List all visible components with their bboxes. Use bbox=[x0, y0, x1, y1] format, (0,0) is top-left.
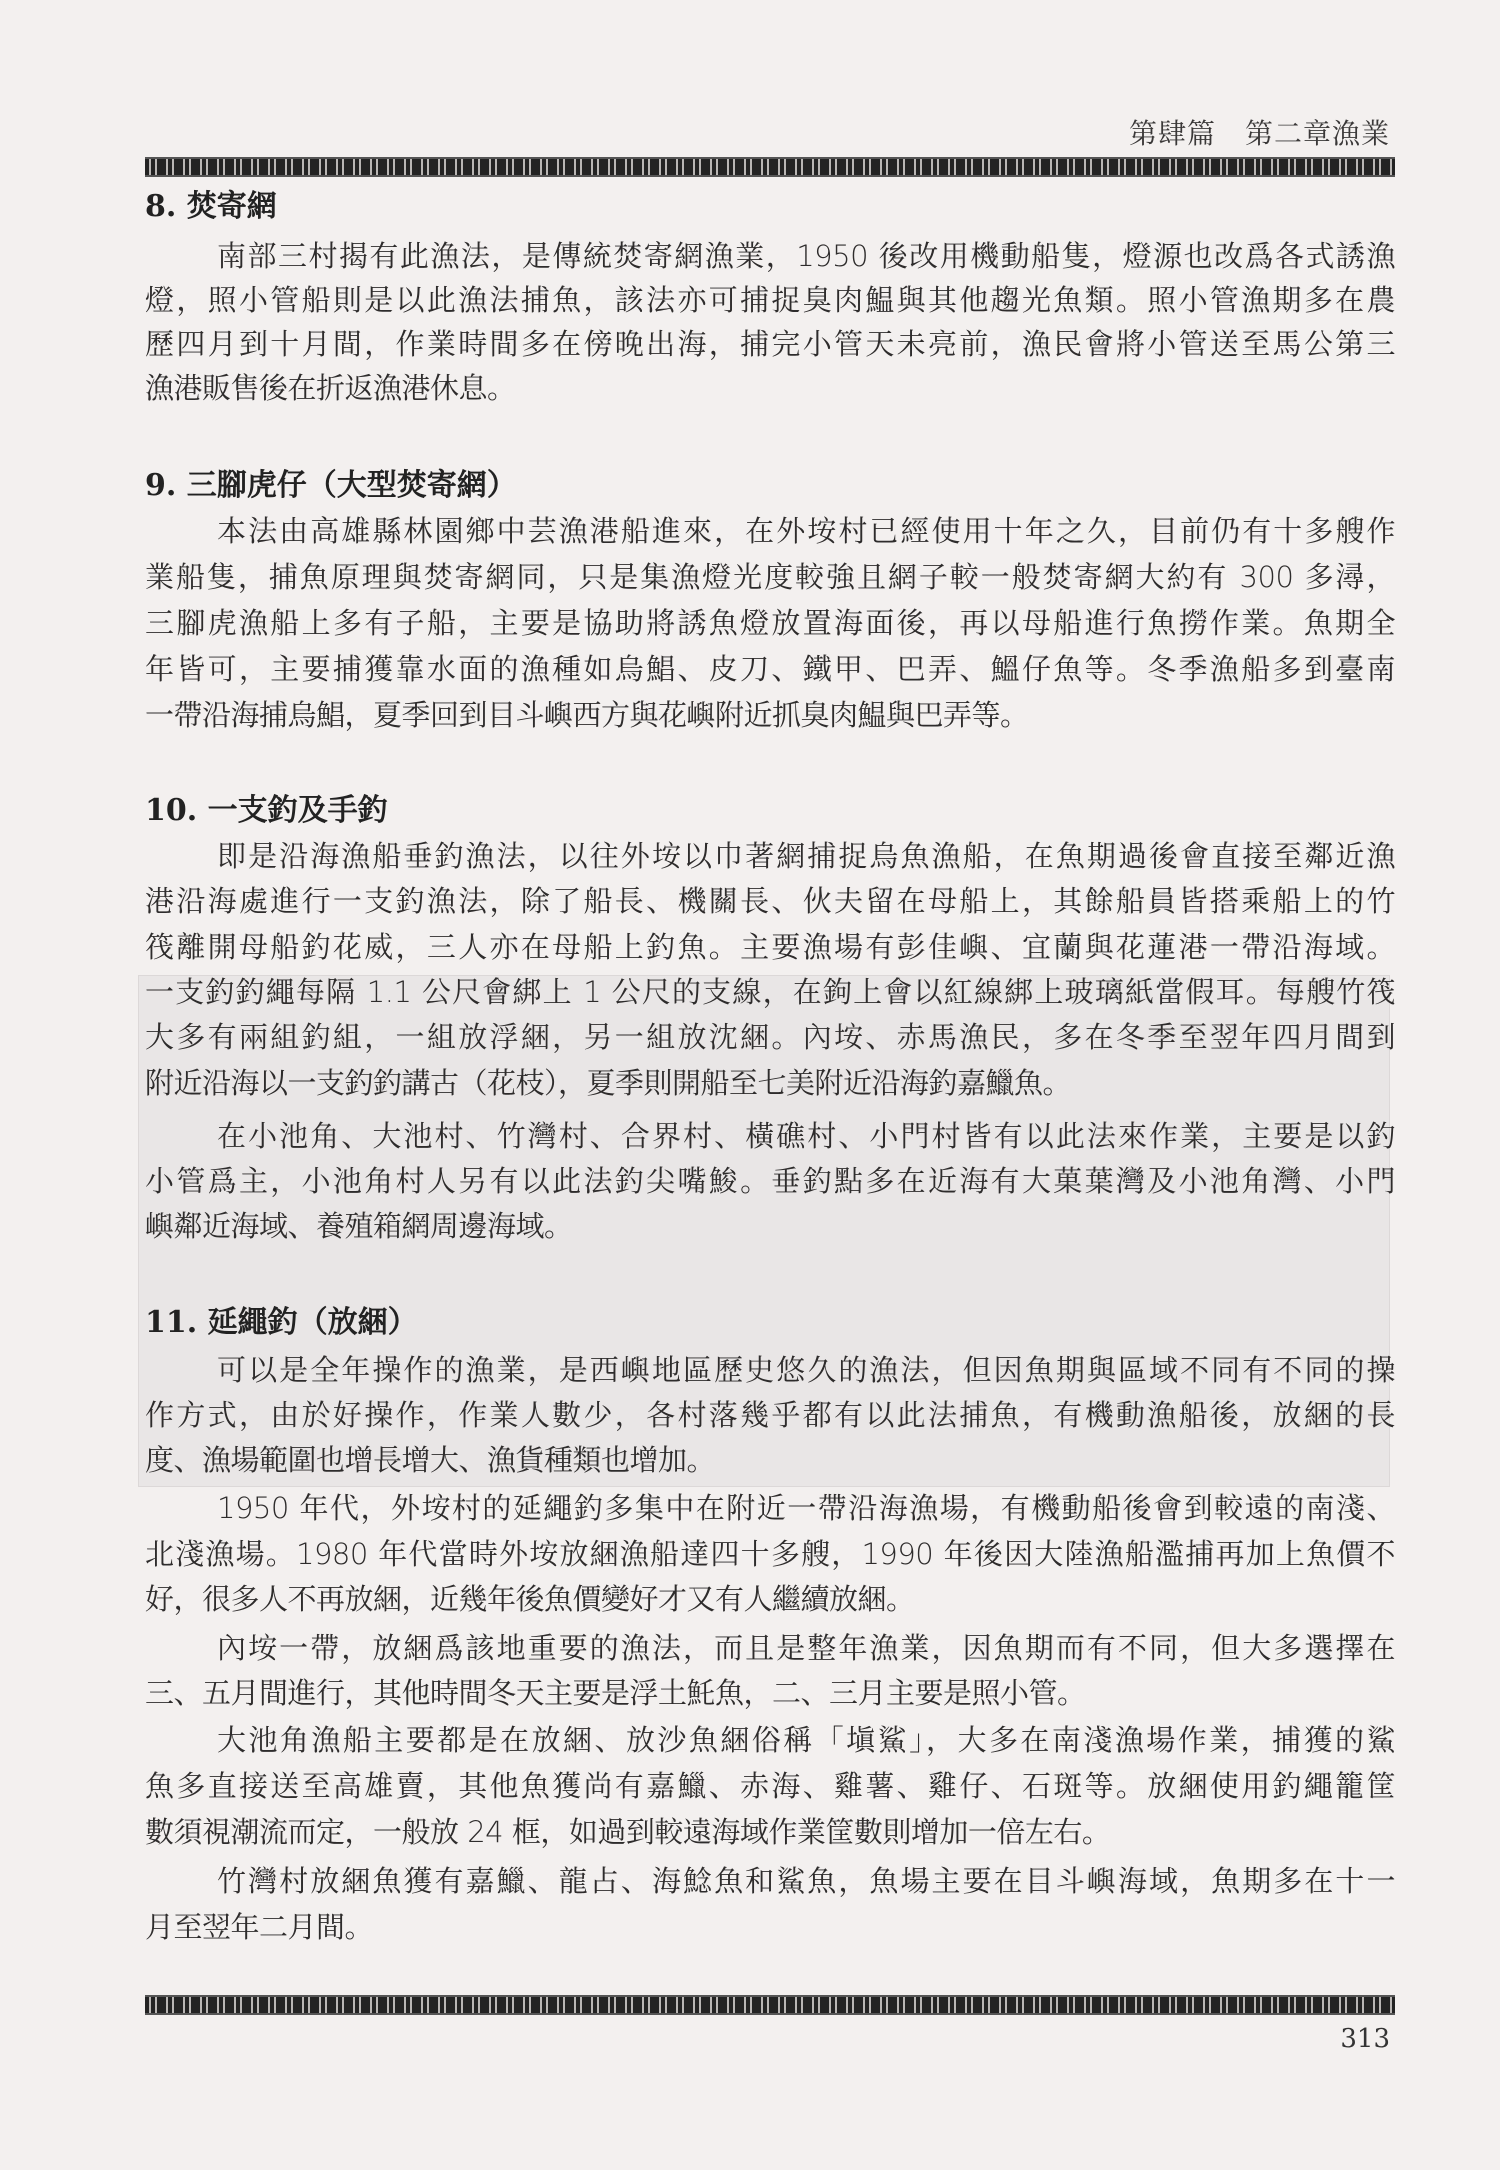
paragraph-line: 竹灣村放綑魚獲有嘉鱲、龍占、海鯰魚和鯊魚，魚場主要在目斗嶼海域，魚期多在十一 bbox=[217, 1864, 1395, 1898]
paragraph-line: 1950 年代，外垵村的延繩釣多集中在附近一帶沿海漁場，有機動船後會到較遠的南淺、 bbox=[217, 1491, 1395, 1525]
section-heading: 8. 焚寄網 bbox=[145, 189, 277, 224]
bottom-ornamental-border bbox=[145, 1995, 1395, 2015]
paragraph-line: 作方式，由於好操作，作業人數少，各村落幾乎都有以此法捕魚，有機動漁船後，放綑的長 bbox=[145, 1398, 1395, 1432]
paragraph-line: 年皆可，主要捕獲靠水面的漁種如烏鯧、皮刀、鐵甲、巴弄、鰮仔魚等。冬季漁船多到臺南 bbox=[145, 652, 1395, 686]
paragraph-line: 三腳虎漁船上多有子船，主要是協助將誘魚燈放置海面後，再以母船進行魚撈作業。魚期全 bbox=[145, 606, 1395, 640]
paragraph-line: 港沿海處進行一支釣漁法，除了船長、機關長、伙夫留在母船上，其餘船員皆搭乘船上的竹 bbox=[145, 884, 1395, 919]
paragraph-line: 在小池角、大池村、竹灣村、合界村、橫礁村、小門村皆有以此法來作業，主要是以釣 bbox=[217, 1119, 1395, 1153]
paragraph-line: 燈，照小管船則是以此漁法捕魚，該法亦可捕捉臭肉鰛與其他趨光魚類。照小管漁期多在農 bbox=[145, 283, 1395, 317]
paragraph-line: 數須視潮流而定，一般放 24 框，如過到較遠海域作業筐數則增加一倍左右。 bbox=[145, 1815, 1111, 1849]
page-number: 313 bbox=[1340, 2024, 1390, 2054]
paragraph-line: 大池角漁船主要都是在放綑、放沙魚綑俗稱「塡鯊」，大多在南淺漁場作業，捕獲的鯊 bbox=[217, 1723, 1395, 1757]
section-heading: 11. 延繩釣（放綑） bbox=[145, 1305, 418, 1340]
paragraph-line: 大多有兩組釣組，一組放浮綑，另一組放沈綑。內垵、赤馬漁民，多在冬季至翌年四月間到 bbox=[145, 1020, 1395, 1055]
paragraph-line: 筏離開母船釣花威，三人亦在母船上釣魚。主要漁場有彭佳嶼、宜蘭與花蓮港一帶沿海域。 bbox=[145, 929, 1395, 964]
paragraph-line: 業船隻，捕魚原理與焚寄網同，只是集漁燈光度較強且網子較一般焚寄網大約有 300 多潯， bbox=[145, 560, 1395, 594]
paragraph-line: 漁港販售後在折返漁港休息。 bbox=[145, 371, 516, 405]
paragraph-line: 小管爲主，小池角村人另有以此法釣尖嘴鮻。垂釣點多在近海有大菓葉灣及小池角灣、小門 bbox=[145, 1164, 1395, 1198]
paragraph-line: 魚多直接送至高雄賣，其他魚獲尚有嘉鱲、赤海、雞薯、雞仔、石斑等。放綑使用釣繩籠筐 bbox=[145, 1769, 1395, 1803]
paragraph-line: 附近沿海以一支釣釣講古（花枝），夏季則開船至七美附近沿海釣嘉鱲魚。 bbox=[145, 1065, 1072, 1100]
paragraph-line: 北淺漁場。1980 年代當時外垵放綑漁船達四十多艘，1990 年後因大陸漁船濫捕再加上魚價不 bbox=[145, 1536, 1395, 1571]
paragraph-line: 南部三村揭有此漁法，是傳統焚寄網漁業，1950 後改用機動船隻，燈源也改爲各式誘漁 bbox=[217, 239, 1395, 273]
paragraph-line: 一支釣釣繩每隔 1.1 公尺會綁上 1 公尺的支線，在鉤上會以紅線綁上玻璃紙當假耳。每艘竹筏 bbox=[145, 974, 1395, 1009]
paragraph-line: 即是沿海漁船垂釣漁法，以往外垵以巾著網捕捉烏魚漁船，在魚期過後會直接至鄰近漁 bbox=[217, 839, 1395, 873]
paragraph-line: 本法由高雄縣林園鄉中芸漁港船進來，在外垵村已經使用十年之久，目前仍有十多艘作 bbox=[217, 514, 1395, 548]
paragraph-line: 度、漁場範圍也增長增大、漁貨種類也增加。 bbox=[145, 1443, 716, 1477]
paragraph-line: 一帶沿海捕烏鯧，夏季回到目斗嶼西方與花嶼附近抓臭肉鰛與巴弄等。 bbox=[145, 698, 1029, 732]
section-heading: 9. 三腳虎仔（大型焚寄網） bbox=[145, 468, 517, 503]
paragraph-line: 嶼鄰近海域、養殖箱網周邊海域。 bbox=[145, 1209, 573, 1243]
paragraph-line: 月至翌年二月間。 bbox=[145, 1910, 374, 1944]
paragraph-line: 好，很多人不再放綑，近幾年後魚價變好才又有人繼續放綑。 bbox=[145, 1582, 915, 1616]
paragraph-line: 歷四月到十月間，作業時間多在傍晚出海，捕完小管天未亮前，漁民會將小管送至馬公第三 bbox=[145, 327, 1395, 361]
paragraph-line: 內垵一帶，放綑爲該地重要的漁法，而且是整年漁業，因魚期而有不同，但大多選擇在 bbox=[217, 1631, 1395, 1665]
paragraph-line: 可以是全年操作的漁業，是西嶼地區歷史悠久的漁法，但因魚期與區域不同有不同的操 bbox=[217, 1353, 1395, 1387]
section-heading: 10. 一支釣及手釣 bbox=[145, 793, 388, 828]
paragraph-line: 三、五月間進行，其他時間冬天主要是浮土魠魚，二、三月主要是照小管。 bbox=[145, 1676, 1086, 1710]
top-ornamental-border bbox=[145, 157, 1395, 177]
running-header: 第肆篇 第二章漁業 bbox=[1128, 117, 1390, 150]
